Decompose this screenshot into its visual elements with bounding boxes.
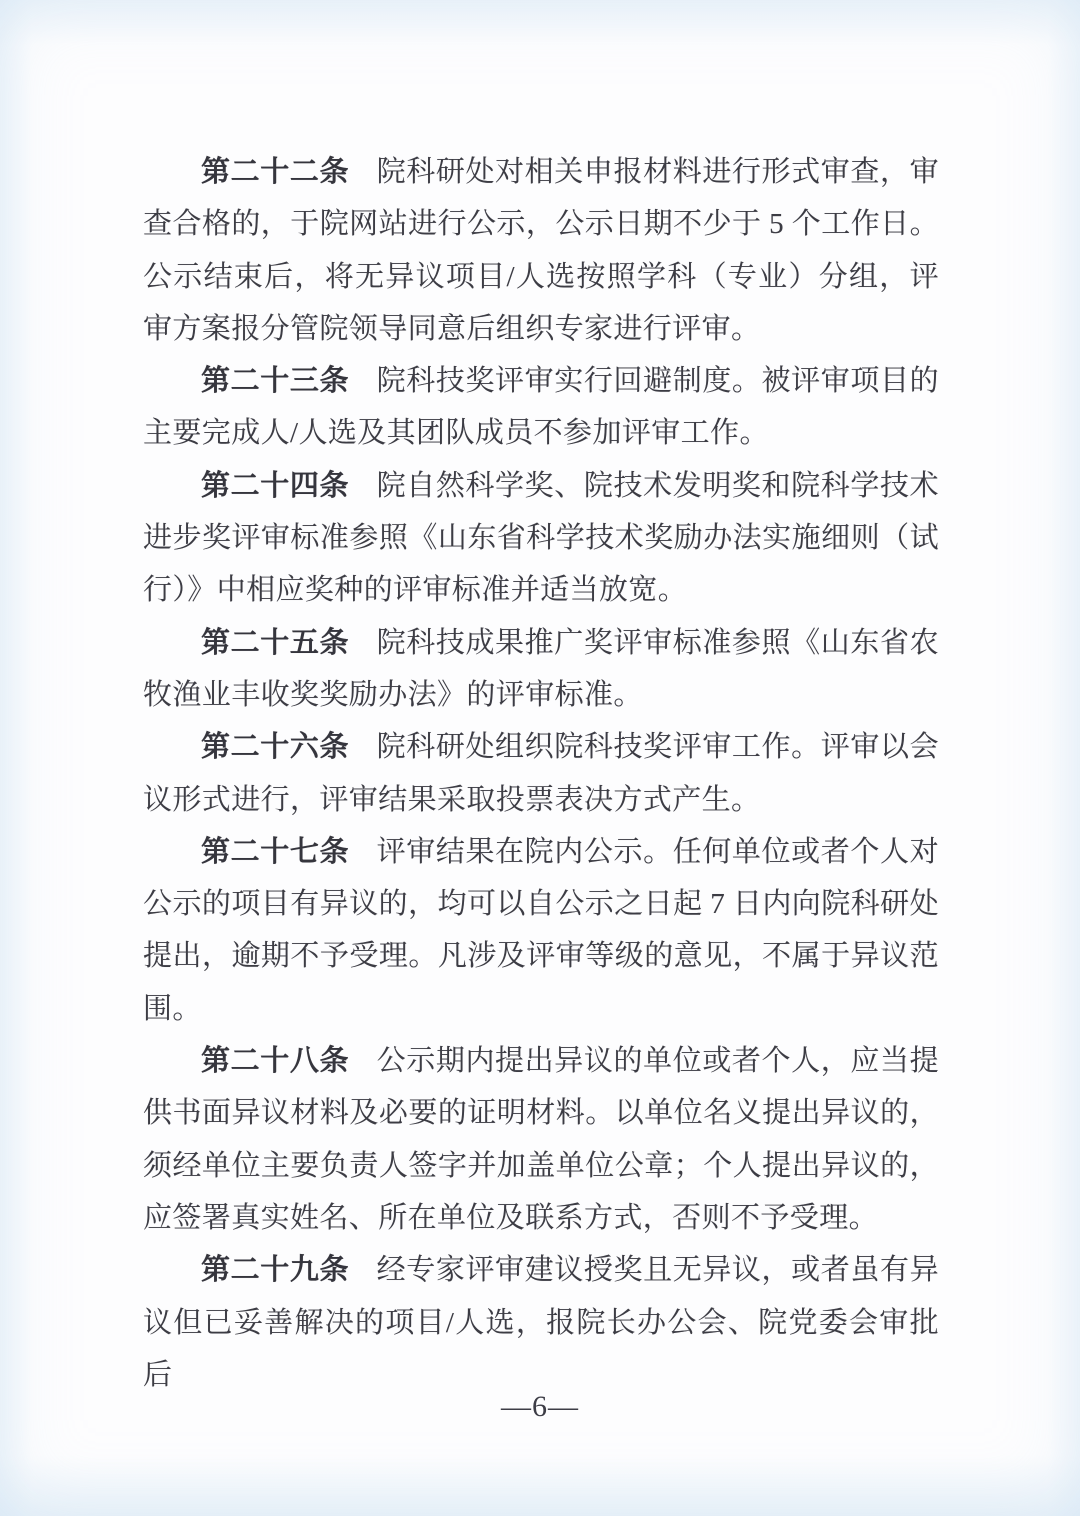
document-body — [143, 146, 939, 1401]
article-number: 第二十三条 — [201, 365, 350, 398]
article-paragraph — [143, 146, 939, 355]
article-paragraph — [143, 355, 939, 460]
article-paragraph — [143, 1244, 939, 1401]
article-paragraph — [143, 721, 939, 826]
article-paragraph — [143, 1035, 939, 1244]
article-text: 院科研处对相关申报材料进行形式审查，审查合格的，于院网站进行公示，公示日期不少于 5 个工作日。公示结束后，将无异议项目/人选按照学科（专业）分组，评审方案报分管院领导同意后组织专家进行评审。 — [143, 156, 939, 345]
article-text: 院科技成果推广奖评审标准参照《山东省农牧渔业丰收奖奖励办法》的评审标准。 — [143, 626, 939, 711]
article-paragraph — [143, 460, 939, 617]
article-text: 公示期内提出异议的单位或者个人，应当提供书面异议材料及必要的证明材料。以单位名义提出异议的，须经单位主要负责人签字并加盖单位公章；个人提出异议的，应签署真实姓名、所在单位及联系方式，否则不予受理。 — [143, 1045, 939, 1234]
article-number: 第二十二条 — [201, 156, 350, 188]
article-number: 第二十七条 — [201, 835, 350, 868]
article-text: 院自然科学奖、院技术发明奖和院科学技术进步奖评审标准参照《山东省科学技术奖励办法实施细则（试行）》中相应奖种的评审标准并适当放宽。 — [143, 469, 939, 607]
article-number: 第二十六条 — [201, 731, 350, 764]
article-text: 院科研处组织院科技奖评审工作。评审以会议形式进行，评审结果采取投票表决方式产生。 — [143, 731, 939, 816]
article-paragraph — [143, 617, 939, 722]
article-text: 经专家评审建议授奖且无异议，或者虽有异议但已妥善解决的项目/人选，报院长办公会、院党委会审批后 — [143, 1254, 939, 1391]
article-number: 第二十九条 — [201, 1254, 350, 1287]
article-text: 评审结果在院内公示。任何单位或者个人对公示的项目有异议的，均可以自公示之日起 7 日内向院科研处提出，逾期不予受理。凡涉及评审等级的意见，不属于异议范围。 — [143, 835, 939, 1025]
page-number: —6— — [501, 1390, 579, 1423]
article-number: 第二十五条 — [201, 626, 350, 659]
article-paragraph — [143, 826, 939, 1035]
article-number: 第二十四条 — [201, 469, 350, 502]
article-number: 第二十八条 — [201, 1045, 350, 1078]
article-text: 院科技奖评审实行回避制度。被评审项目的主要完成人/人选及其团队成员不参加评审工作。 — [143, 365, 939, 450]
